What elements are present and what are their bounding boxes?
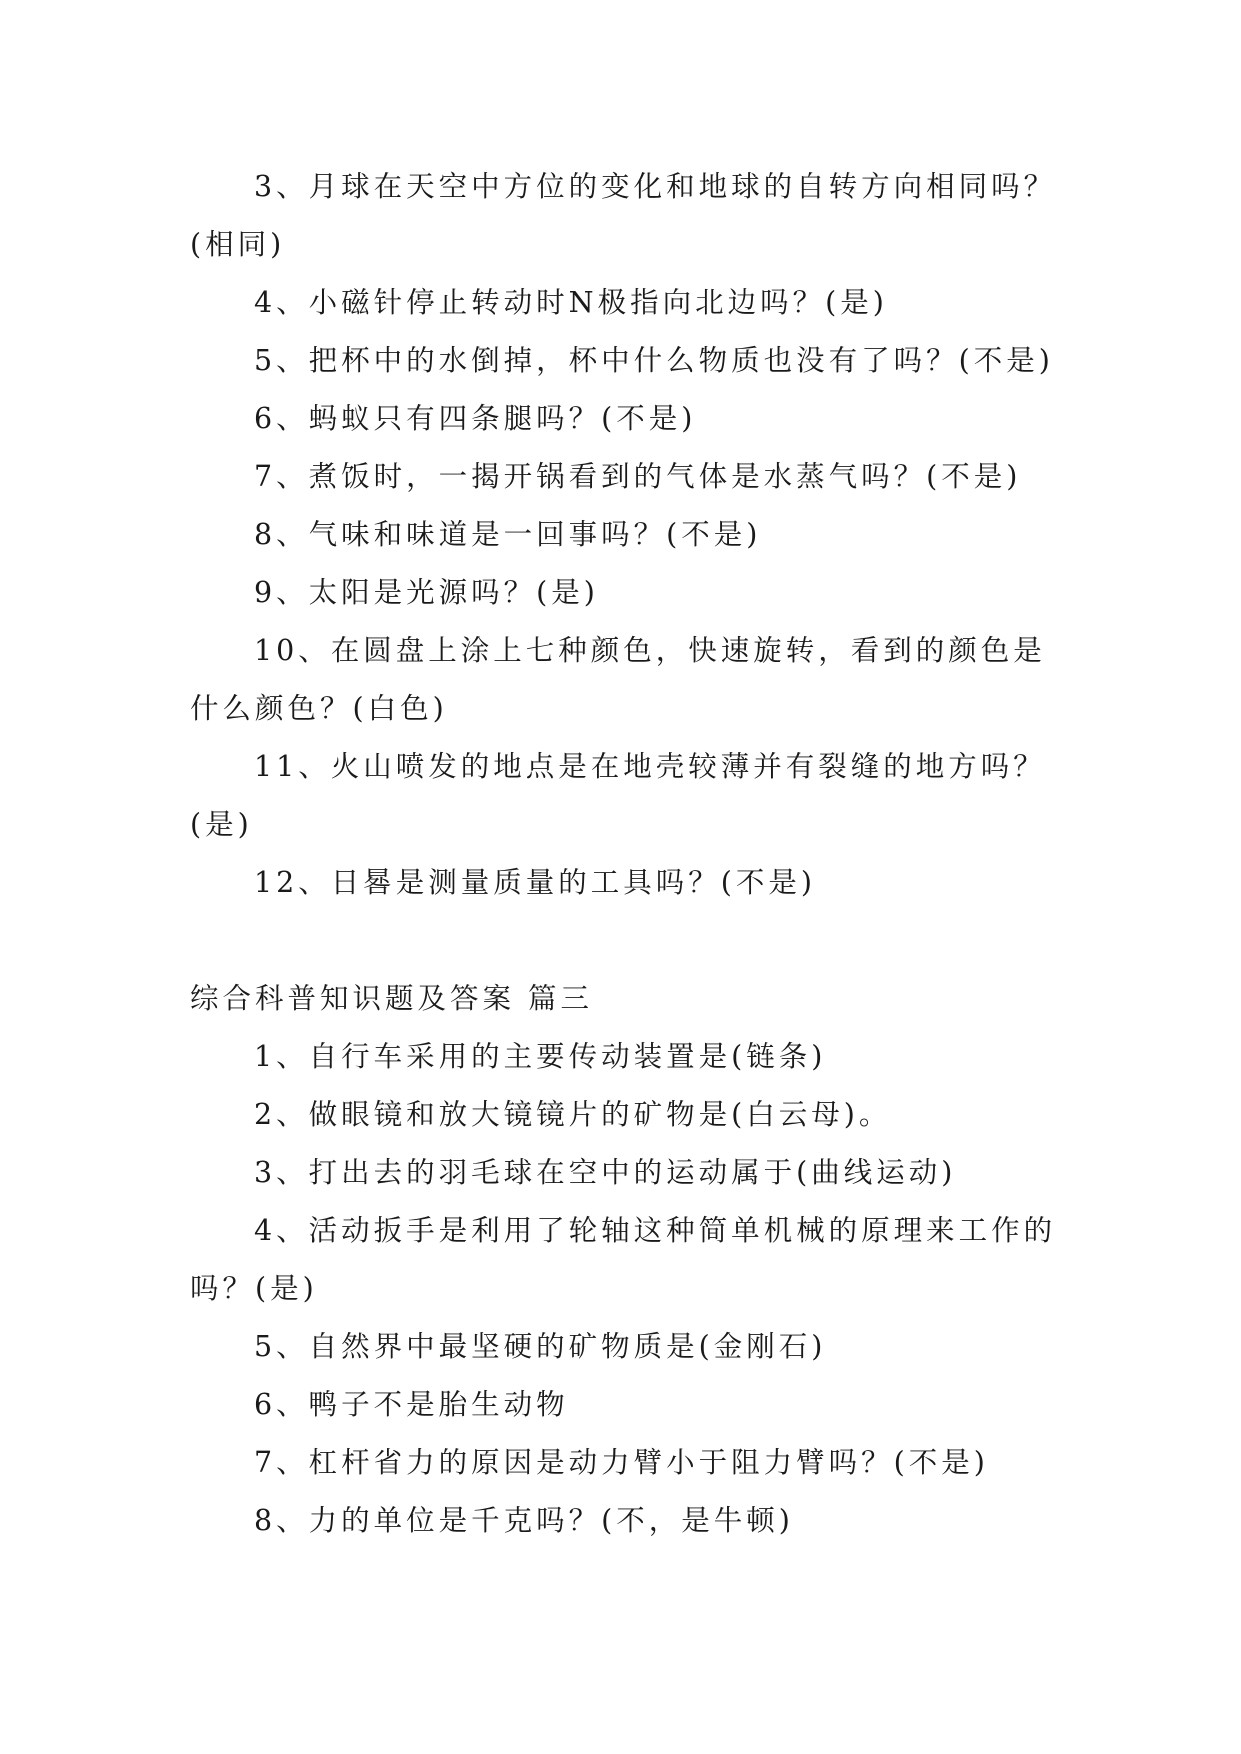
question-item: 6、蚂蚁只有四条腿吗？(不是) — [254, 402, 697, 435]
question-item: 2、做眼镜和放大镜镜片的矿物是(白云母)。 — [254, 1098, 892, 1131]
question-item: 12、日晷是测量质量的工具吗？(不是) — [254, 866, 817, 899]
section-heading: 综合科普知识题及答案 篇三 — [190, 982, 594, 1015]
question-item: 9、太阳是光源吗？(是) — [254, 576, 599, 609]
question-item: 6、鸭子不是胎生动物 — [254, 1388, 569, 1421]
question-item: 8、力的单位是千克吗？(不，是牛顿) — [254, 1504, 794, 1537]
question-item: 3、打出去的羽毛球在空中的运动属于(曲线运动) — [254, 1156, 957, 1189]
question-item: 10、在圆盘上涂上七种颜色，快速旋转，看到的颜色是什么颜色？(白色) — [190, 634, 1046, 725]
question-item: 3、月球在天空中方位的变化和地球的自转方向相同吗？(相同) — [190, 170, 1057, 261]
question-item: 1、自行车采用的主要传动装置是(链条) — [254, 1040, 827, 1073]
question-item: 7、煮饭时，一揭开锅看到的气体是水蒸气吗？(不是) — [254, 460, 1022, 493]
question-item: 8、气味和味道是一回事吗？(不是) — [254, 518, 762, 551]
question-item: 5、自然界中最坚硬的矿物质是(金刚石) — [254, 1330, 827, 1363]
question-item: 11、火山喷发的地点是在地壳较薄并有裂缝的地方吗？(是) — [190, 750, 1046, 841]
question-item: 4、小磁针停止转动时N极指向北边吗？(是) — [254, 286, 888, 319]
question-item: 5、把杯中的水倒掉，杯中什么物质也没有了吗？(不是) — [254, 344, 1054, 377]
document-body — [190, 158, 1070, 1550]
question-item: 4、活动扳手是利用了轮轴这种简单机械的原理来工作的吗？(是) — [190, 1214, 1057, 1305]
question-item: 7、杠杆省力的原因是动力臂小于阻力臂吗？(不是) — [254, 1446, 989, 1479]
